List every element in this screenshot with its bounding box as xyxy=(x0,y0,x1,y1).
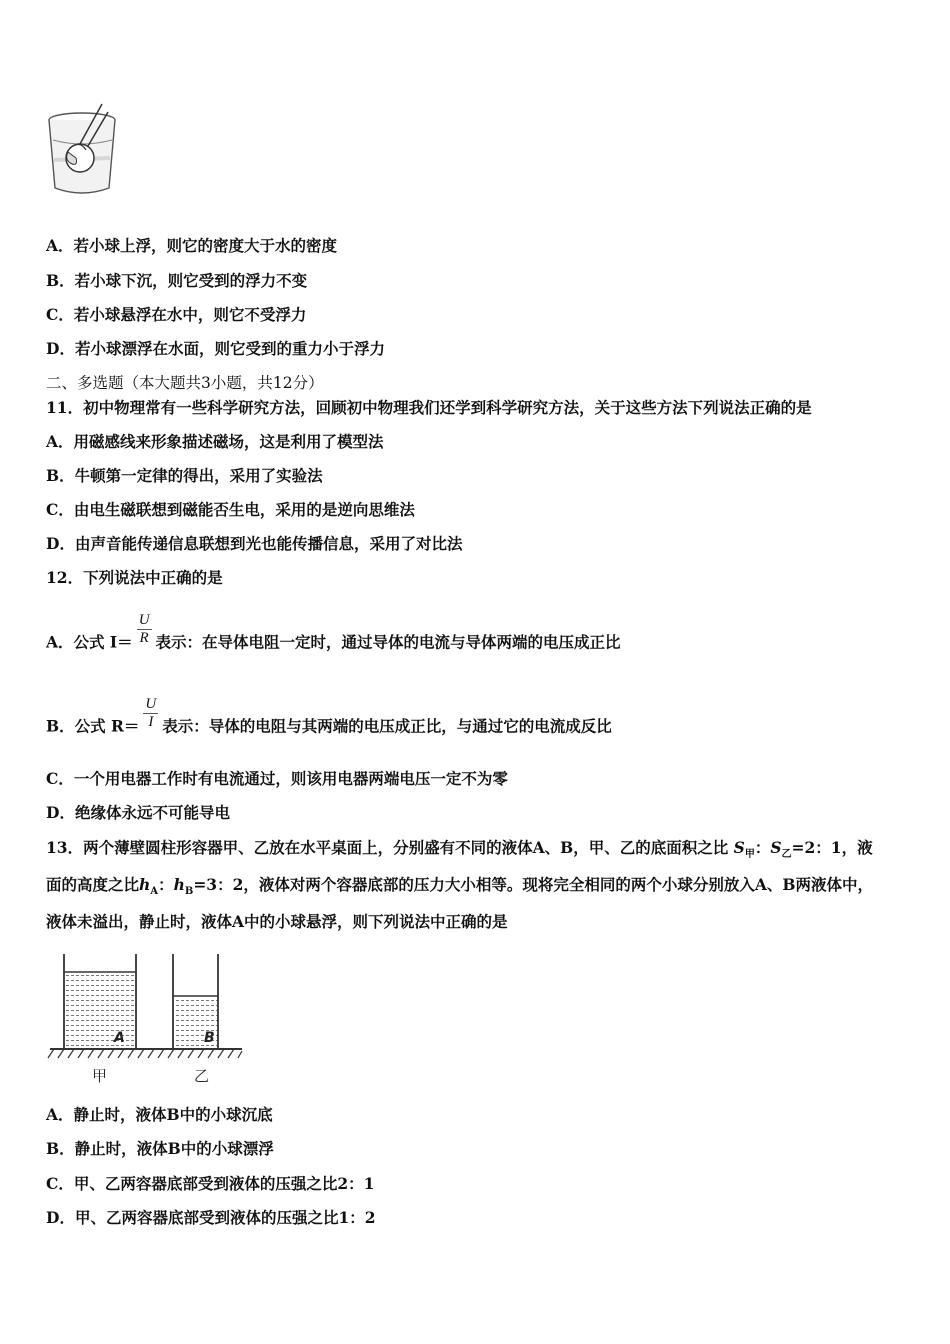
q10-option-c[interactable]: C．若小球悬浮在水中，则它不受浮力 xyxy=(46,305,307,324)
q12-stem: 12．下列说法中正确的是 xyxy=(46,568,223,587)
q13-option-a[interactable]: A．静止时，液体B中的小球沉底 xyxy=(46,1105,273,1124)
liquid-a xyxy=(64,972,136,1048)
subscript-b: B xyxy=(184,886,194,898)
q12-a-prefix: A．公式 I＝ xyxy=(46,632,133,652)
q13-line2-text: 面的高度之比 xyxy=(46,875,140,894)
symbol-h: h xyxy=(173,875,185,894)
symbol-h: h xyxy=(139,875,151,894)
q13-stem-line-2 xyxy=(46,875,873,902)
q13-line2-rest: =3：2，液体对两个容器底部的压力大小相等。现将完全相同的两个小球分别放入A、B两液体中， xyxy=(193,875,873,894)
q13-option-c[interactable]: C．甲、乙两容器底部受到液体的压强之比2：1 xyxy=(46,1174,375,1193)
q12-option-d[interactable]: D．绝缘体永远不可能导电 xyxy=(46,803,230,822)
symbol-s: S xyxy=(733,838,745,857)
q12-b-prefix: B．公式 R＝ xyxy=(46,716,140,736)
q13-line1-text: 13．两个薄壁圆柱形容器甲、乙放在水平桌面上，分别盛有不同的液体A、B，甲、乙的底面积之比 xyxy=(46,838,729,857)
q11-option-c[interactable]: C．由电生磁联想到磁能否生电，采用的是逆向思维法 xyxy=(46,500,415,519)
q13-stem-line-1 xyxy=(46,838,873,865)
q11-option-d[interactable]: D．由声音能传递信息联想到光也能传播信息，采用了对比法 xyxy=(46,534,463,553)
fraction-numerator: U xyxy=(145,696,157,712)
q13-stem-line-3: 液体未溢出，静止时，液体A中的小球悬浮，则下列说法中正确的是 xyxy=(46,912,508,931)
q13-option-d[interactable]: D．甲、乙两容器底部受到液体的压强之比1：2 xyxy=(46,1208,376,1227)
fraction-denominator: I xyxy=(148,714,154,730)
colon: ： xyxy=(754,838,771,857)
area-ratio: =2：1，液 xyxy=(791,838,873,857)
subscript-yi: 乙 xyxy=(781,849,792,861)
q11-option-b[interactable]: B．牛顿第一定律的得出，采用了实验法 xyxy=(46,466,323,485)
q11-option-a[interactable]: A．用磁感线来形象描述磁场，这是利用了模型法 xyxy=(46,432,384,451)
label-liquid-a: A xyxy=(114,1030,125,1046)
fraction-denominator: R xyxy=(139,630,149,646)
cup-figure xyxy=(42,100,132,200)
fraction-numerator: U xyxy=(138,612,150,628)
caption-yi: 乙 xyxy=(194,1067,210,1085)
q12-option-c[interactable]: C．一个用电器工作时有电流通过，则该用电器两端电压一定不为零 xyxy=(46,769,508,788)
q12-b-suffix: 表示：导体的电阻与其两端的电压成正比，与通过它的电流成反比 xyxy=(162,716,612,736)
q13-option-b[interactable]: B．静止时，液体B中的小球漂浮 xyxy=(46,1139,274,1158)
ground-hatch xyxy=(48,1049,242,1058)
colon: ： xyxy=(158,875,174,894)
caption-jia: 甲 xyxy=(92,1067,108,1085)
symbol-s: S xyxy=(770,838,782,857)
q10-option-d[interactable]: D．若小球漂浮在水面，则它受到的重力小于浮力 xyxy=(46,339,385,358)
formula-fraction xyxy=(137,612,152,647)
q12-a-suffix: 表示：在导体电阻一定时，通过导体的电流与导体两端的电压成正比 xyxy=(155,632,621,652)
q12-option-b[interactable] xyxy=(46,696,612,745)
subscript-jia: 甲 xyxy=(744,849,755,861)
q10-option-b[interactable]: B．若小球下沉，则它受到的浮力不变 xyxy=(46,271,308,290)
q11-stem: 11．初中物理常有一些科学研究方法，回顾初中物理我们还学到科学研究方法，关于这些方法下列说法正确的是 xyxy=(46,398,812,417)
label-liquid-b: B xyxy=(204,1030,215,1046)
formula-fraction xyxy=(143,696,158,731)
containers-figure xyxy=(46,948,246,1088)
q12-option-a[interactable] xyxy=(46,612,621,661)
q10-option-a[interactable]: A．若小球上浮，则它的密度大于水的密度 xyxy=(46,236,338,255)
subscript-a: A xyxy=(150,886,159,898)
section-2-header: 二、多选题（本大题共3小题，共12分） xyxy=(46,374,324,392)
